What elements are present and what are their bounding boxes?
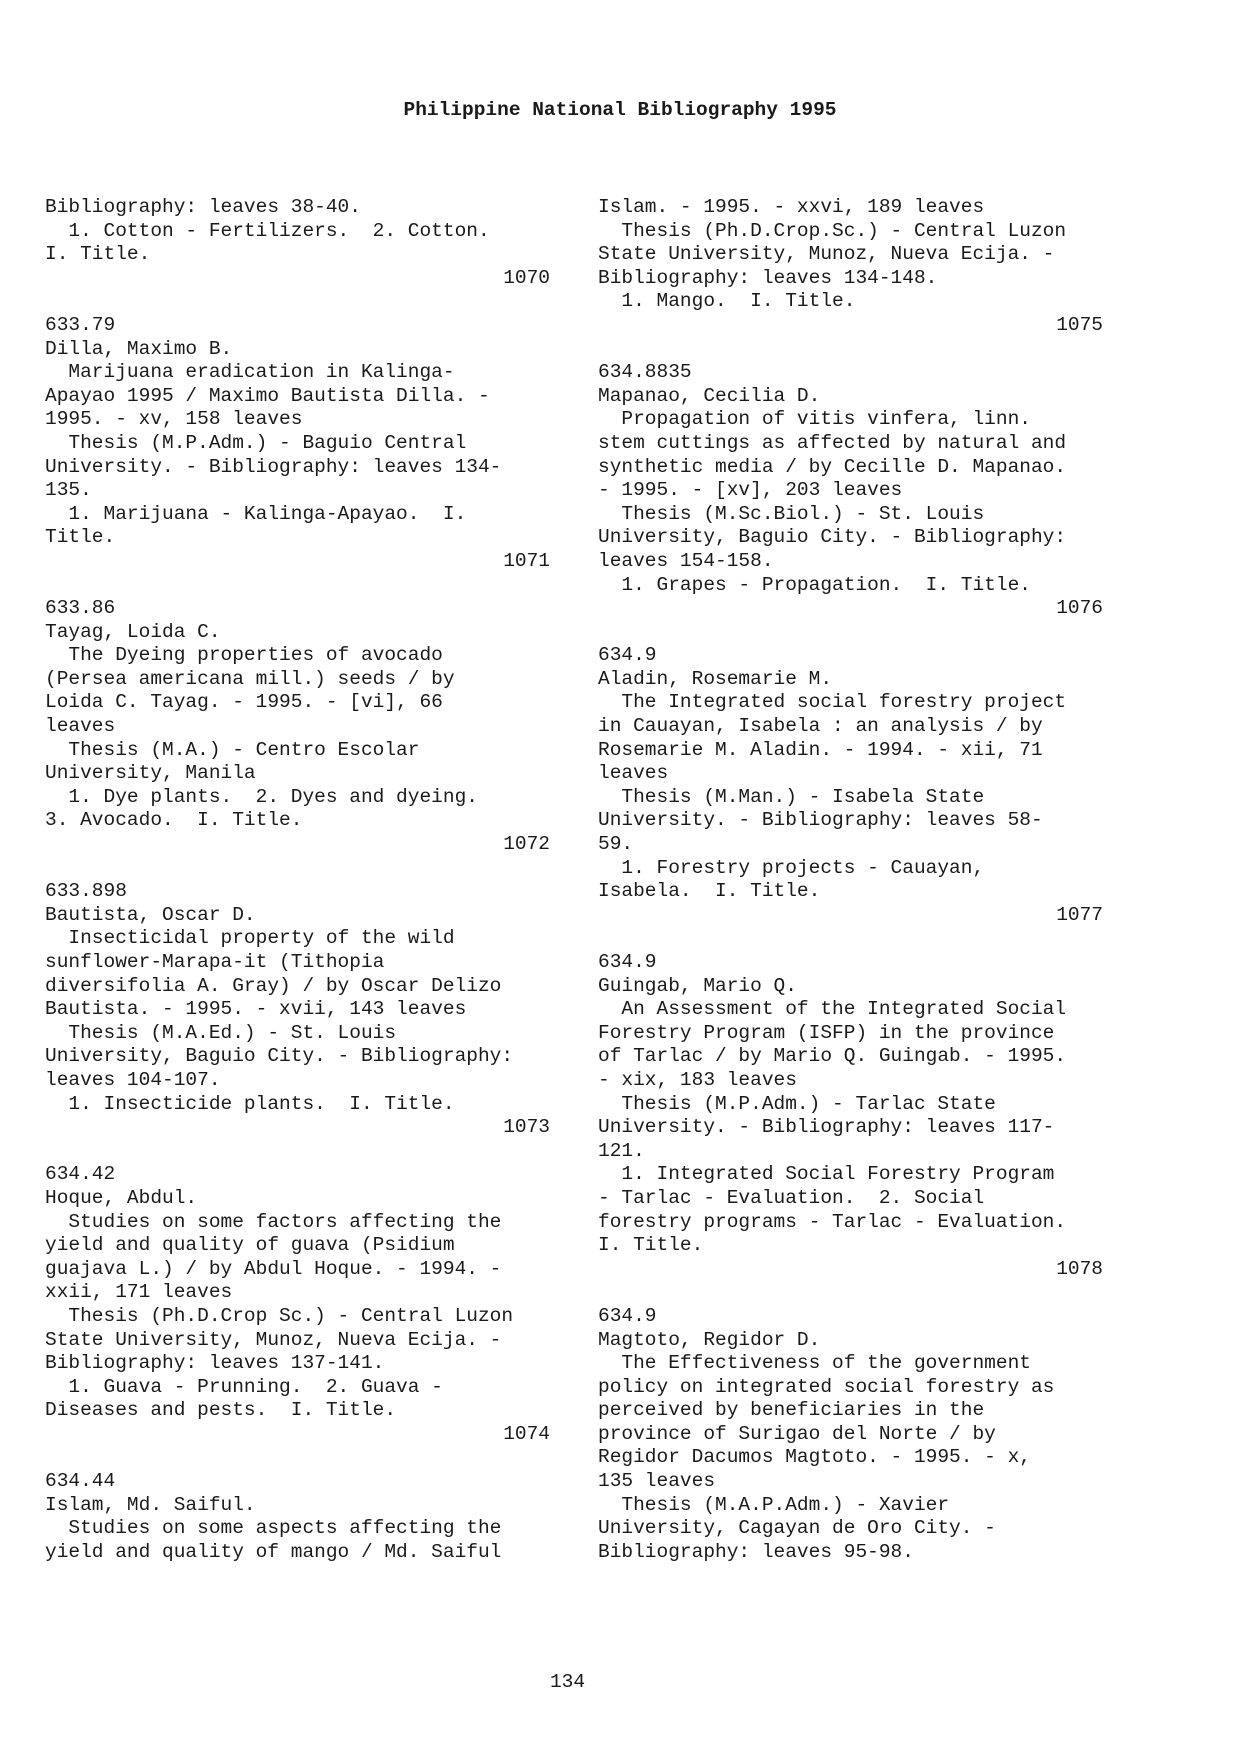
entry-line — [598, 1281, 1103, 1305]
entry-line: 1995. - xv, 158 leaves — [45, 408, 303, 431]
entry-number: 1075 — [1056, 313, 1103, 336]
entry-line: Dilla, Maximo B. — [45, 337, 233, 360]
entry-line: 1. Grapes - Propagation. I. Title. — [598, 573, 1031, 596]
entry-line: Apayao 1995 / Maximo Bautista Dilla. - — [45, 384, 490, 407]
entry-number: 1070 — [503, 266, 550, 289]
entry-line: yield and quality of mango / Md. Saiful — [45, 1540, 502, 1563]
entry-line: 1. Insecticide plants. I. Title. — [45, 1092, 455, 1115]
entry-line: Insecticidal property of the wild — [45, 927, 455, 950]
entry-line: 1. Guava - Prunning. 2. Guava - — [45, 1375, 443, 1398]
entry-line: I. Title. — [598, 1234, 704, 1257]
entry-line: Islam. - 1995. - xxvi, 189 leaves — [598, 196, 985, 218]
entry-line: 634.9 — [598, 644, 657, 667]
entry-line: Loida C. Tayag. - 1995. - [vi], 66 — [45, 691, 443, 714]
entry-line — [45, 857, 550, 881]
entry-line: Propagation of vitis vinfera, linn. — [598, 408, 1031, 431]
entry-line: Aladin, Rosemarie M. — [598, 667, 833, 690]
bibliography-column-right — [598, 196, 1103, 1564]
entry-number: 1078 — [1056, 1257, 1103, 1280]
entry-number: 1072 — [503, 833, 550, 856]
entry-line: 1. Cotton - Fertilizers. 2. Cotton. — [45, 219, 490, 242]
entry-line: Forestry Program (ISFP) in the province — [598, 1021, 1055, 1044]
entry-line: Thesis (M.P.Adm.) - Baguio Central — [45, 431, 467, 454]
entry-line: 1. Forestry projects - Cauayan, — [598, 856, 985, 879]
entry-line: - 1995. - [xv], 203 leaves — [598, 479, 903, 502]
entry-line: University, Cagayan de Oro City. - — [598, 1517, 996, 1540]
entry-line: leaves — [598, 762, 669, 785]
entry-line: Hoque, Abdul. — [45, 1186, 198, 1209]
entry-line: Title. — [45, 526, 116, 549]
entry-line: Magtoto, Regidor D. — [598, 1328, 821, 1351]
entry-line: Isabela. I. Title. — [598, 880, 821, 903]
entry-line: policy on integrated social forestry as — [598, 1375, 1055, 1398]
entry-line: 634.9 — [598, 1304, 657, 1327]
entry-line: Thesis (M.Man.) - Isabela State — [598, 785, 985, 808]
entry-line: Rosemarie M. Aladin. - 1994. - xii, 71 — [598, 738, 1043, 761]
entry-line: State University, Munoz, Nueva Ecija. - — [45, 1328, 502, 1351]
entry-line: Regidor Dacumos Magtoto. - 1995. - x, — [598, 1446, 1031, 1469]
entry-line: An Assessment of the Integrated Social — [598, 998, 1067, 1021]
entry-line: Thesis (M.P.Adm.) - Tarlac State — [598, 1092, 996, 1115]
entry-number: 1077 — [1056, 903, 1103, 926]
entry-line: 634.42 — [45, 1163, 116, 1186]
entry-line: 633.86 — [45, 597, 116, 620]
entry-line — [598, 621, 1103, 645]
entry-line: University, Baguio City. - Bibliography: — [45, 1045, 514, 1068]
entry-line: 59. — [598, 833, 634, 856]
entry-number: 1073 — [503, 1116, 550, 1139]
entry-line: Bibliography: leaves 38-40. — [45, 196, 361, 218]
entry-line: Thesis (Ph.D.Crop Sc.) - Central Luzon — [45, 1304, 514, 1327]
entry-line — [45, 290, 550, 314]
entry-line: guajava L.) / by Abdul Hoque. - 1994. - — [45, 1257, 502, 1280]
entry-line: of Tarlac / by Mario Q. Guingab. - 1995. — [598, 1045, 1067, 1068]
entry-line: Thesis (M.Sc.Biol.) - St. Louis — [598, 502, 985, 525]
entry-line: Bautista, Oscar D. — [45, 903, 256, 926]
entry-line: sunflower-Marapa-it (Tithopia — [45, 951, 385, 973]
entry-line: synthetic media / by Cecille D. Mapanao. — [598, 455, 1067, 478]
entry-line: leaves 154-158. — [598, 549, 774, 572]
page-title: Philippine National Bibliography 1995 — [403, 99, 837, 121]
entry-line: 1. Dye plants. 2. Dyes and dyeing. — [45, 785, 478, 808]
entry-line: Marijuana eradication in Kalinga- — [45, 361, 455, 384]
entry-line: Thesis (Ph.D.Crop.Sc.) - Central Luzon — [598, 219, 1067, 242]
entry-line — [45, 1140, 550, 1164]
entry-line: 121. — [598, 1139, 645, 1162]
entry-line: Mapanao, Cecilia D. — [598, 384, 821, 407]
entry-line: University. - Bibliography: leaves 134- — [45, 455, 502, 478]
entry-line: Bautista. - 1995. - xvii, 143 leaves — [45, 998, 467, 1021]
entry-line: University, Baguio City. - Bibliography: — [598, 526, 1067, 549]
entry-line: 135. — [45, 479, 92, 502]
bibliography-column-left — [45, 196, 550, 1564]
entry-line: Bibliography: leaves 137-141. — [45, 1352, 385, 1375]
entry-line: stem cuttings as affected by natural and — [598, 431, 1067, 454]
entry-line: (Persea americana mill.) seeds / by — [45, 667, 455, 690]
entry-line: perceived by beneficiaries in the — [598, 1399, 985, 1422]
entry-line: leaves 104-107. — [45, 1068, 221, 1091]
entry-line: 634.44 — [45, 1470, 116, 1493]
entry-line: Bibliography: leaves 134-148. — [598, 266, 938, 289]
entry-line: Thesis (M.A.) - Centro Escolar — [45, 738, 420, 761]
entry-line: - Tarlac - Evaluation. 2. Social — [598, 1186, 985, 1209]
entry-line: 1. Mango. I. Title. — [598, 290, 856, 313]
entry-number: 1074 — [503, 1422, 550, 1445]
entry-line: province of Surigao del Norte / by — [598, 1422, 996, 1445]
entry-line: State University, Munoz, Nueva Ecija. - — [598, 243, 1055, 266]
entry-line: Studies on some factors affecting the — [45, 1210, 502, 1233]
page-number: 134 — [549, 1671, 586, 1693]
entry-line: Studies on some aspects affecting the — [45, 1517, 502, 1540]
entry-line: The Integrated social forestry project — [598, 691, 1067, 714]
entry-line: The Effectiveness of the government — [598, 1352, 1031, 1375]
entry-line: 1. Integrated Social Forestry Program — [598, 1163, 1055, 1186]
entry-line: Thesis (M.A.P.Adm.) - Xavier — [598, 1493, 950, 1516]
entry-line: University. - Bibliography: leaves 117- — [598, 1116, 1055, 1139]
entry-line: 634.9 — [598, 951, 657, 973]
entry-line: University. - Bibliography: leaves 58- — [598, 809, 1043, 832]
entry-line: I. Title. — [45, 243, 151, 266]
entry-line: - xix, 183 leaves — [598, 1068, 797, 1091]
entry-line — [598, 338, 1103, 362]
entry-line: Guingab, Mario Q. — [598, 974, 797, 997]
entry-line: leaves — [45, 715, 116, 738]
entry-line: 633.79 — [45, 313, 116, 336]
entry-line — [45, 574, 550, 598]
entry-line: 634.8835 — [598, 361, 692, 384]
entry-line: Thesis (M.A.Ed.) - St. Louis — [45, 1021, 397, 1044]
entry-line — [598, 927, 1103, 951]
entry-line: 633.898 — [45, 880, 127, 903]
entry-line: Tayag, Loida C. — [45, 620, 221, 643]
entry-line: xxii, 171 leaves — [45, 1281, 233, 1304]
entry-line: Diseases and pests. I. Title. — [45, 1399, 397, 1422]
entry-line: Islam, Md. Saiful. — [45, 1493, 256, 1516]
entry-line — [45, 1446, 550, 1470]
entry-line: in Cauayan, Isabela : an analysis / by — [598, 715, 1043, 738]
entry-number: 1071 — [503, 549, 550, 572]
entry-line: The Dyeing properties of avocado — [45, 644, 443, 667]
entry-number: 1076 — [1056, 597, 1103, 620]
entry-line: University, Manila — [45, 762, 256, 785]
entry-line: 3. Avocado. I. Title. — [45, 809, 303, 832]
entry-line: 135 leaves — [598, 1470, 716, 1493]
entry-line: 1. Marijuana - Kalinga-Apayao. I. — [45, 502, 467, 525]
entry-line: diversifolia A. Gray) / by Oscar Delizo — [45, 974, 502, 997]
entry-line: yield and quality of guava (Psidium — [45, 1234, 455, 1257]
entry-line: forestry programs - Tarlac - Evaluation. — [598, 1210, 1067, 1233]
entry-line: Bibliography: leaves 95-98. — [598, 1540, 914, 1563]
